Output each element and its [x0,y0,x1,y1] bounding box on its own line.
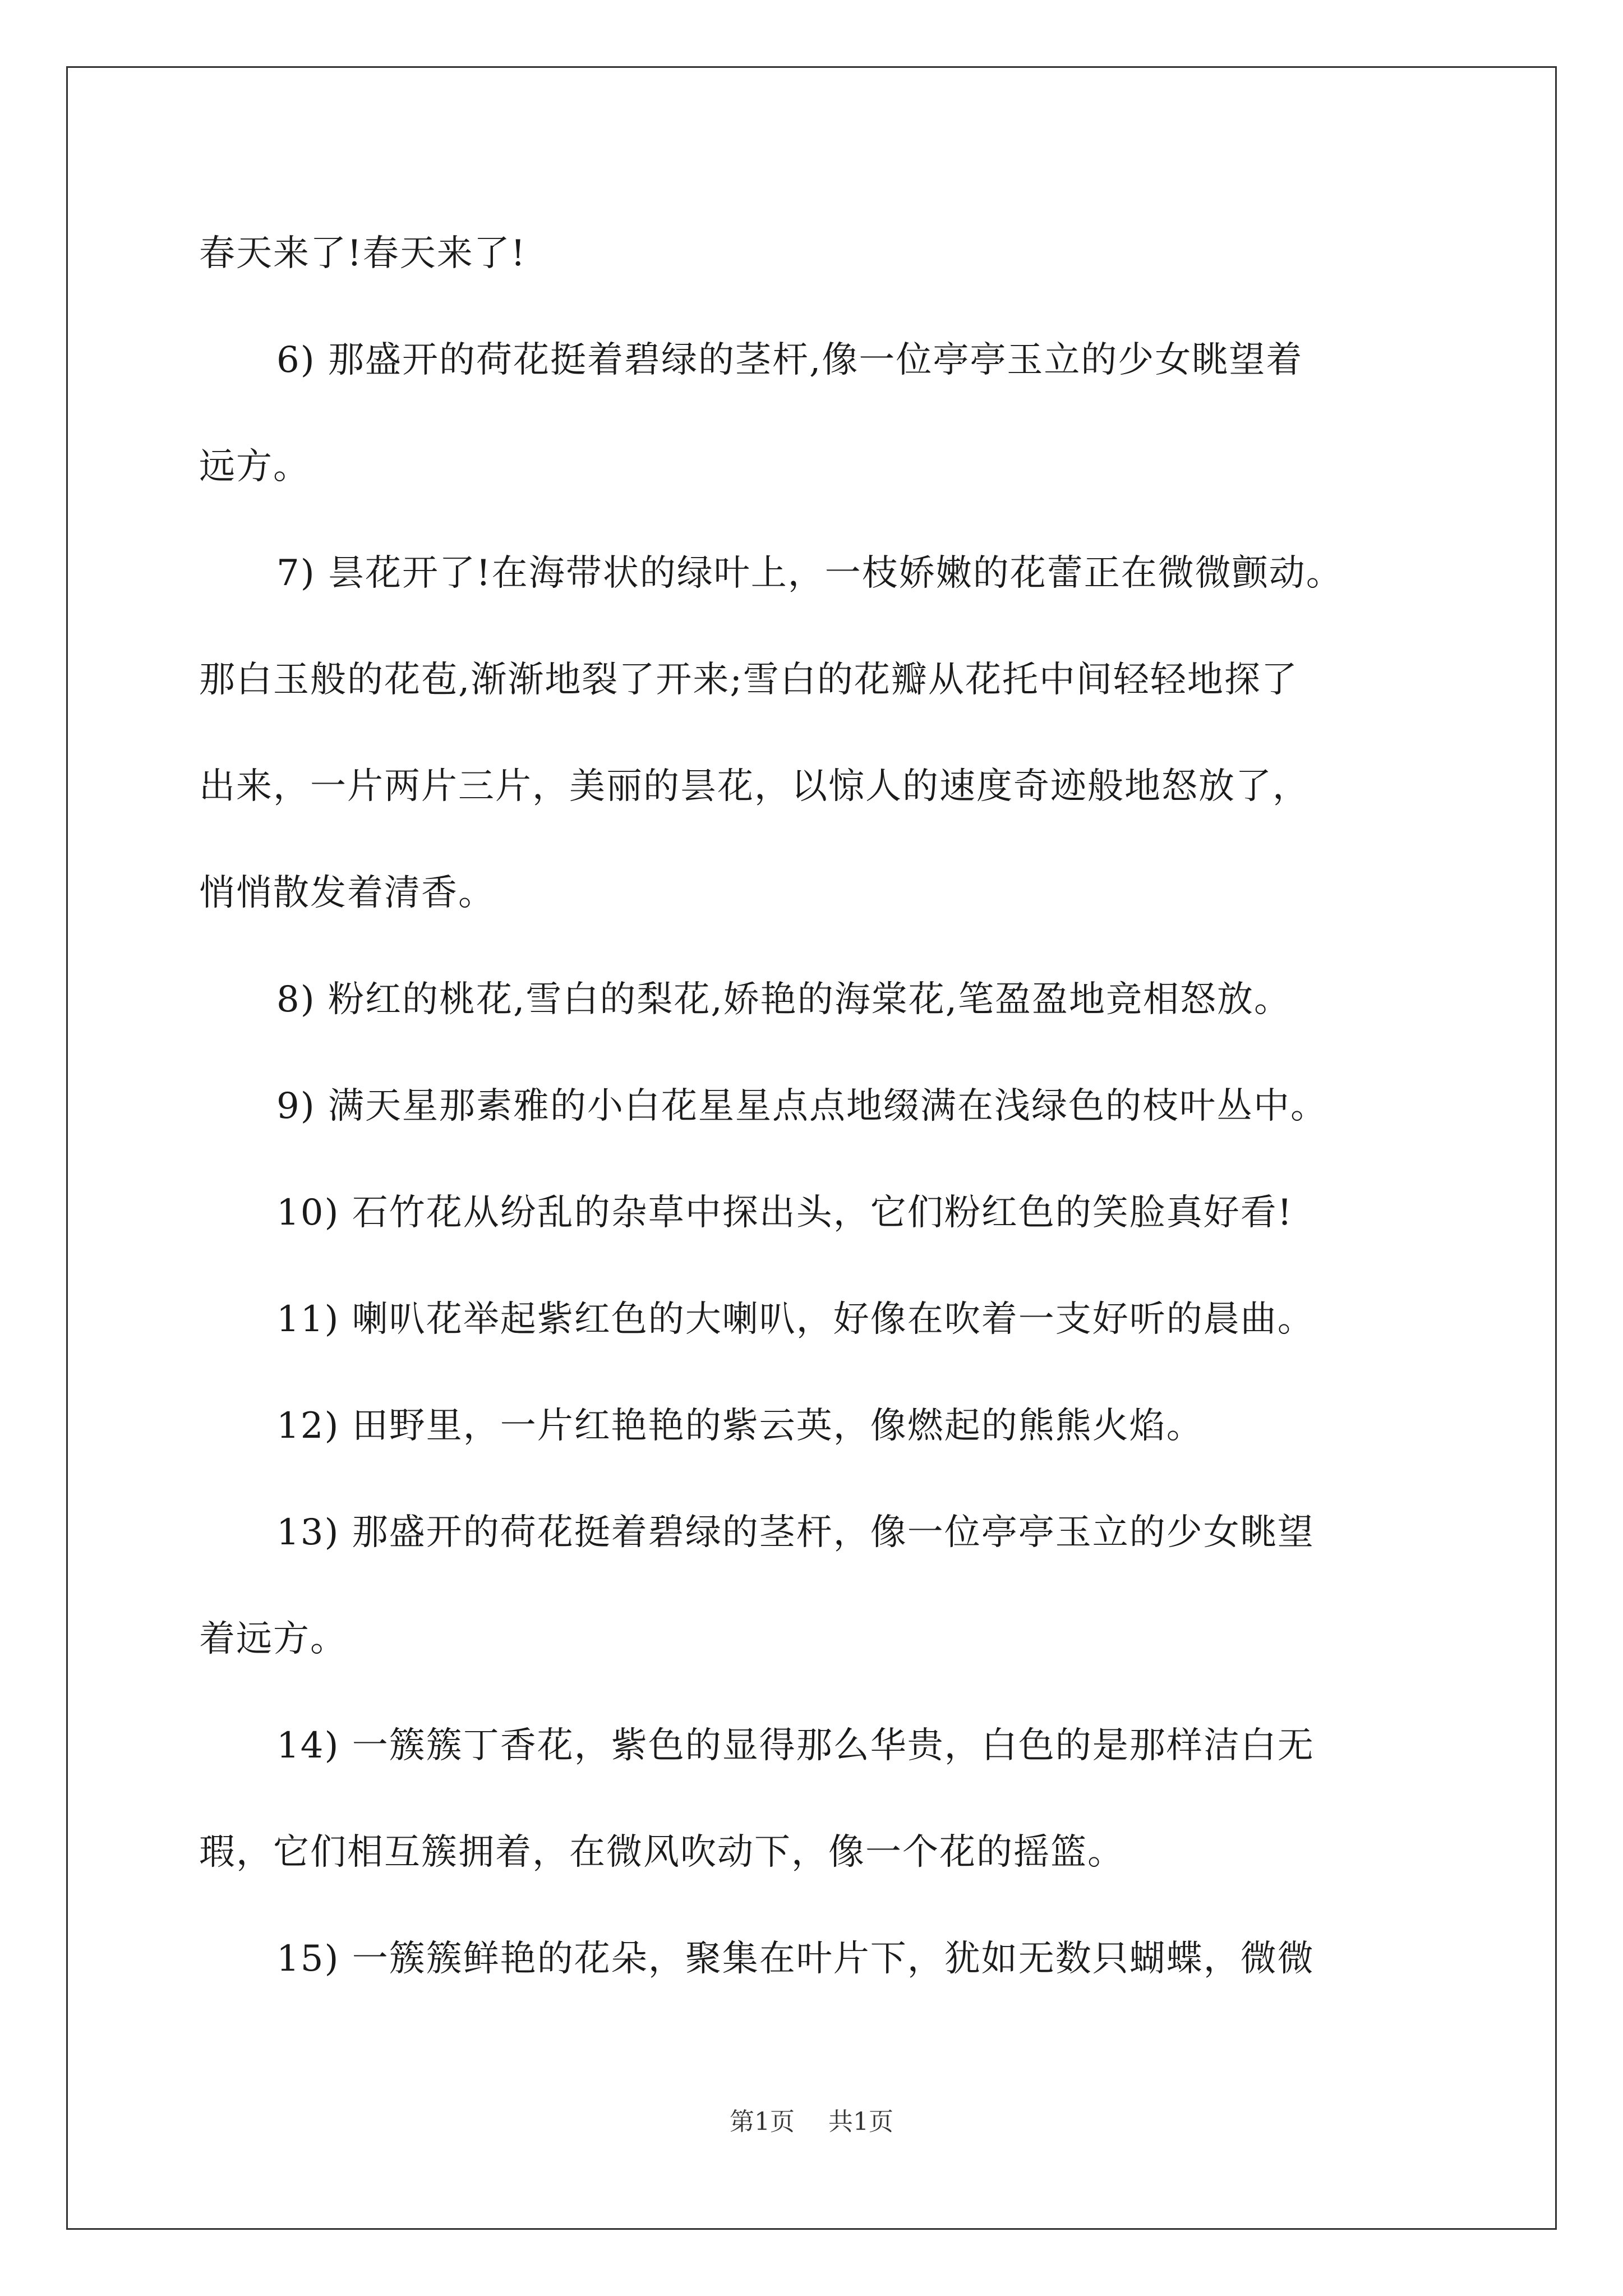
text-line: 12) 田野里，一片红艳艳的紫云英，像燃起的熊熊火焰。 [276,1405,1204,1447]
text-line: 7) 昙花开了!在海带状的绿叶上，一枝娇嫩的花蕾正在微微颤动。 [276,553,1343,594]
page-border [66,66,1557,2230]
page-number: 第1页 [730,2108,795,2136]
text-line: 15) 一簇簇鲜艳的花朵，聚集在叶片下，犹如无数只蝴蝶，微微 [276,1938,1315,1980]
text-line: 瑕，它们相互簇拥着，在微风吹动下，像一个花的摇篮。 [199,1832,1124,1873]
text-line: 悄悄散发着清香。 [199,872,495,914]
page-footer [0,2106,1623,2138]
text-line: 6) 那盛开的荷花挺着碧绿的茎杆,像一位亭亭玉立的少女眺望着 [276,339,1303,381]
text-line: 9) 满天星那素雅的小白花星星点点地缀满在浅绿色的枝叶丛中。 [276,1085,1328,1127]
text-line: 13) 那盛开的荷花挺着碧绿的茎杆，像一位亭亭玉立的少女眺望 [276,1512,1315,1553]
text-line: 11) 喇叭花举起紫红色的大喇叭，好像在吹着一支好听的晨曲。 [276,1299,1315,1340]
text-line: 14) 一簇簇丁香花，紫色的显得那么华贵，白色的是那样洁白无 [276,1725,1315,1766]
text-line: 10) 石竹花从纷乱的杂草中探出头，它们粉红色的笑脸真好看! [276,1192,1293,1234]
text-line: 8) 粉红的桃花,雪白的梨花,娇艳的海棠花,笔盈盈地竞相怒放。 [276,979,1292,1020]
text-line: 远方。 [199,446,310,487]
text-line: 着远方。 [199,1618,347,1660]
page-total: 共1页 [828,2108,893,2136]
text-line: 春天来了!春天来了! [199,233,527,274]
text-line: 出来，一片两片三片，美丽的昙花，以惊人的速度奇迹般地怒放了， [199,766,1310,807]
text-line: 那白玉般的花苞,渐渐地裂了开来;雪白的花瓣从花托中间轻轻地探了 [199,659,1298,701]
